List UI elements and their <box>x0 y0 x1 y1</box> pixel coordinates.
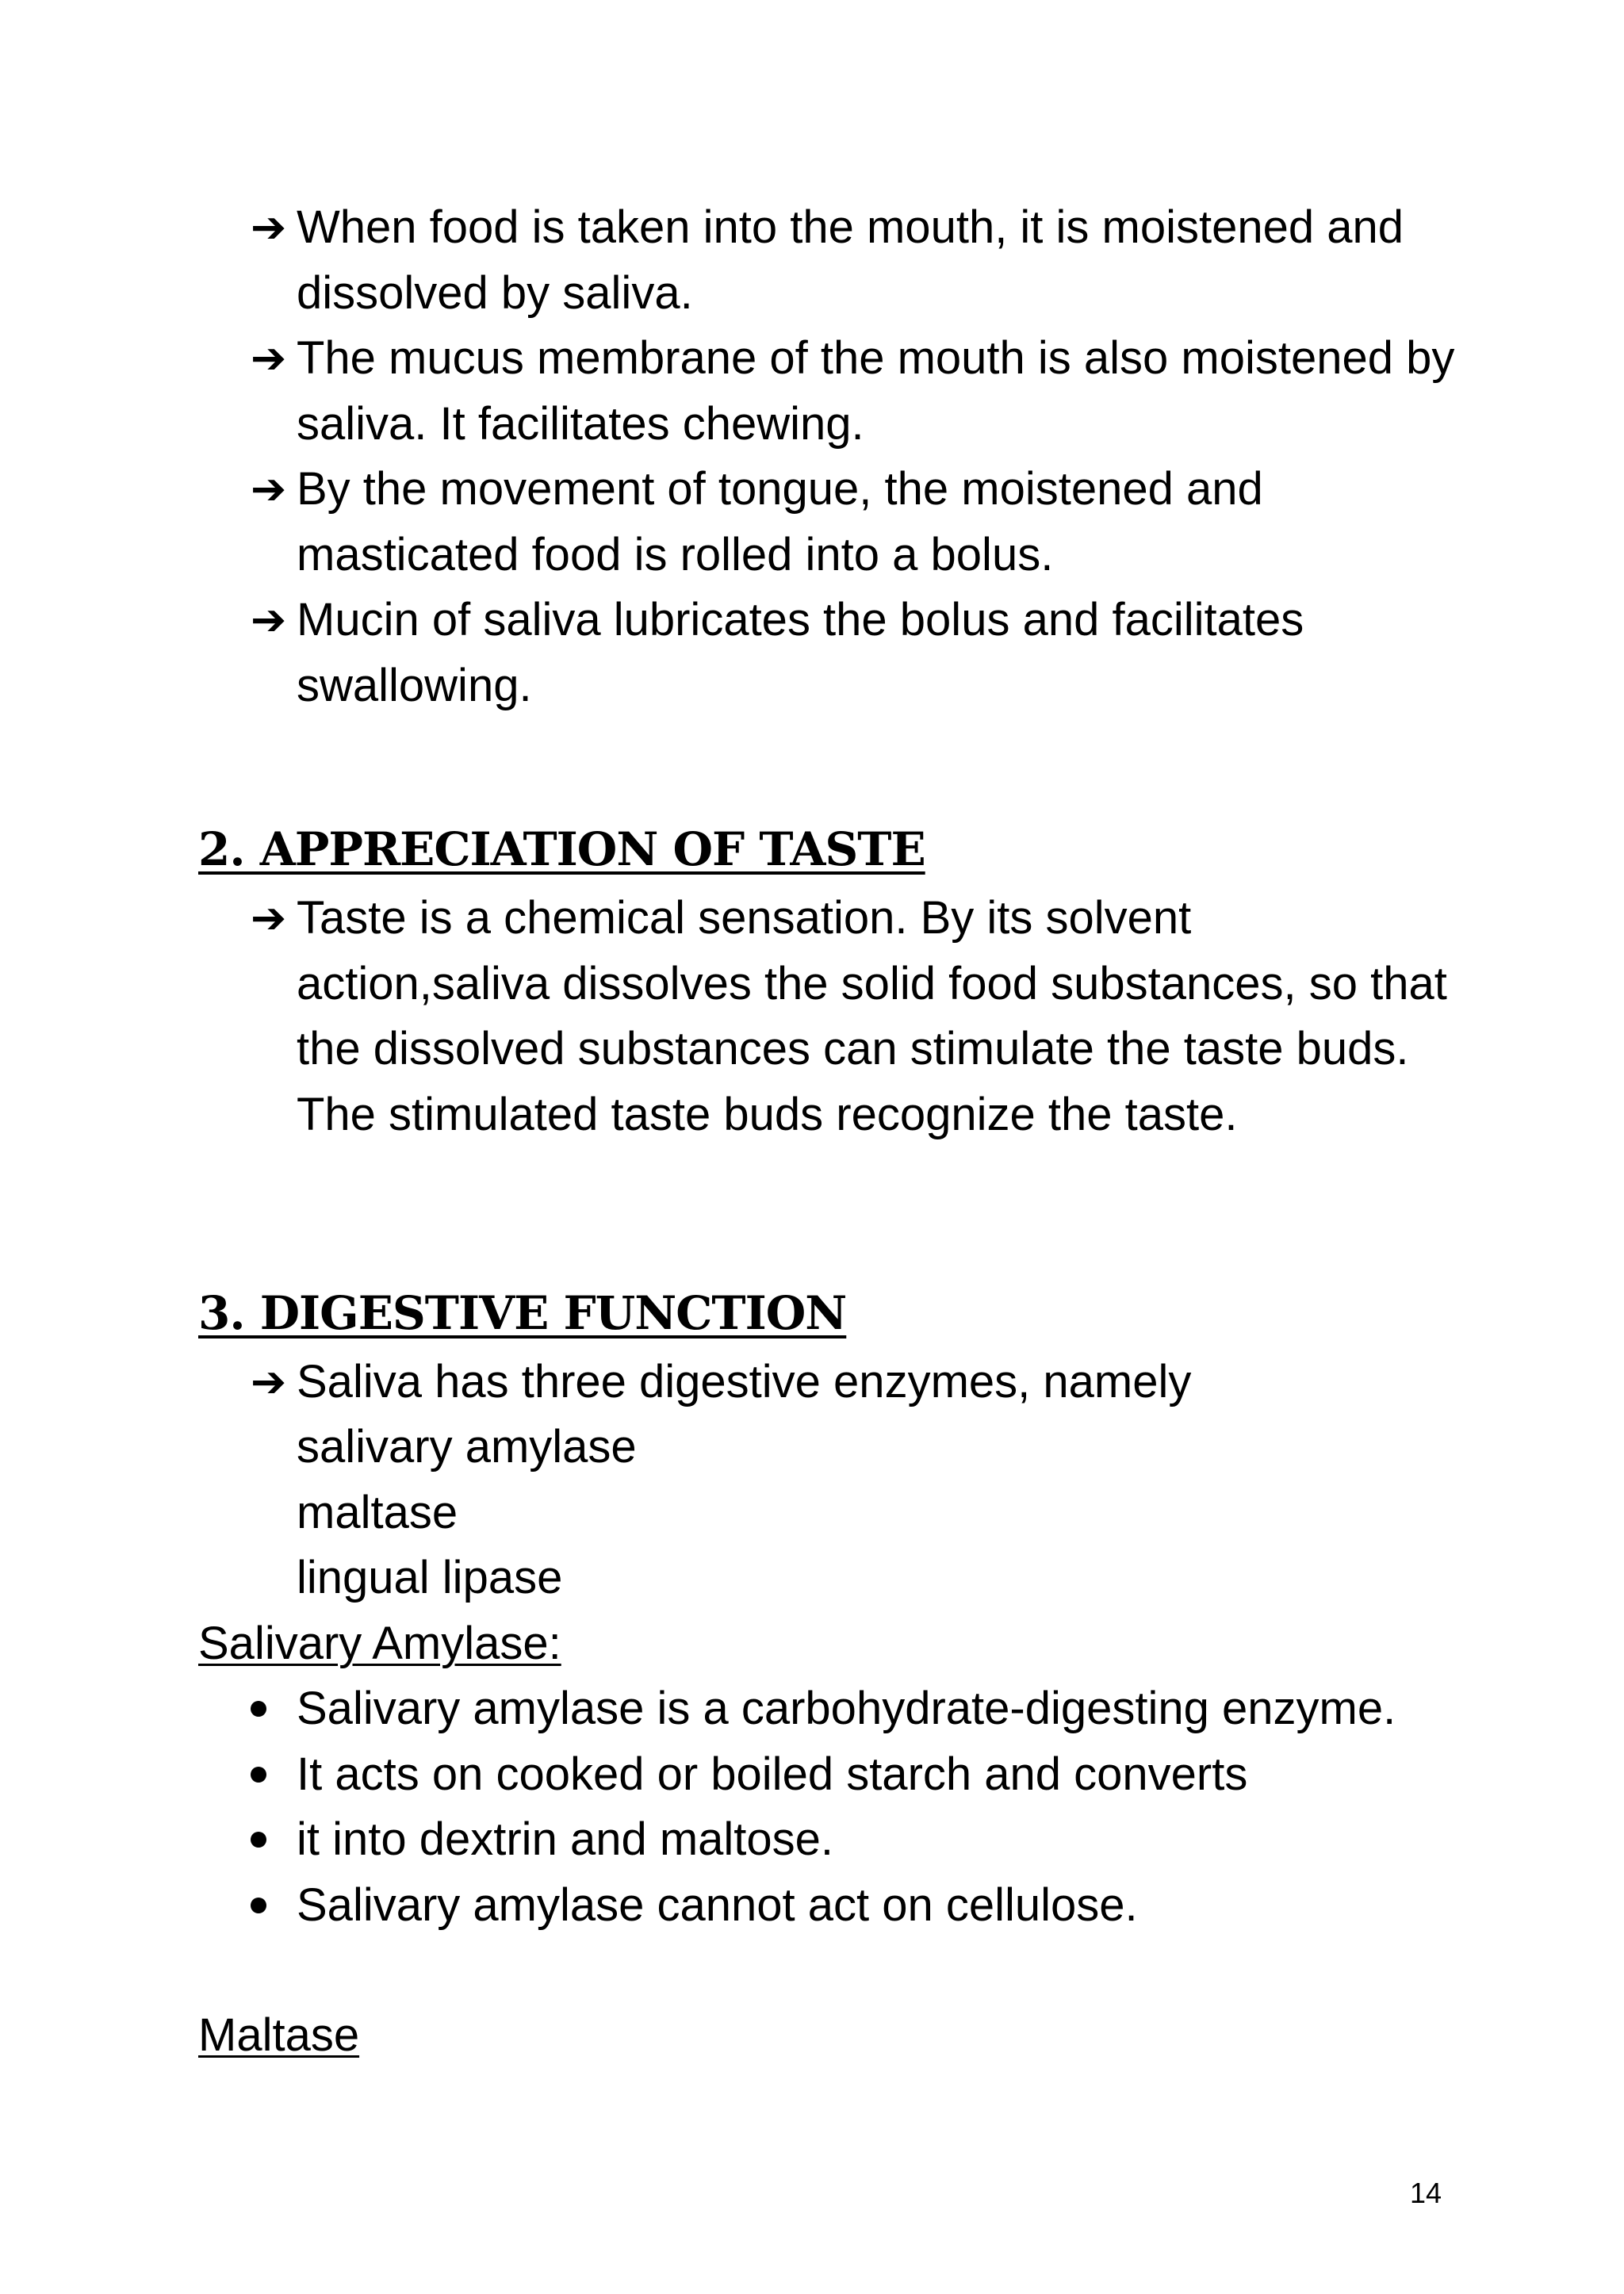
intro-point <box>251 588 1456 718</box>
taste-point-list <box>251 886 1456 1147</box>
page-number: 14 <box>1410 2177 1442 2209</box>
enzyme-name: salivary amylase <box>297 1421 637 1473</box>
enzyme-name: lingual lipase <box>297 1552 563 1603</box>
bullet-dot-icon <box>251 1832 266 1848</box>
intro-point-list <box>251 195 1456 718</box>
intro-point <box>251 326 1456 457</box>
enzyme-name: maltase <box>297 1487 458 1538</box>
salivary-amylase-point <box>251 1873 1456 1939</box>
digestive-section-heading: 3. DIGESTIVE FUNCTION <box>198 1286 847 1340</box>
intro-point-text: By the movement of tongue, the moistened and masticated food is rolled into a bolus. <box>297 463 1263 580</box>
salivary-amylase-point <box>251 1742 1456 1808</box>
intro-point-text: Mucin of saliva lubricates the bolus and facilitates swallowing. <box>297 594 1304 711</box>
bullet-dot-icon <box>251 1767 266 1783</box>
arrow-bullet-icon: ➔ <box>251 333 287 383</box>
salivary-amylase-point-text: Salivary amylase is a carbohydrate-digesting enzyme. <box>297 1683 1396 1734</box>
salivary-amylase-point-text: It acts on cooked or boiled starch and converts <box>297 1748 1248 1800</box>
salivary-amylase-list <box>251 1676 1456 1938</box>
digestive-point-text: Saliva has three digestive enzymes, namely <box>297 1356 1192 1407</box>
salivary-amylase-point <box>251 1676 1456 1742</box>
intro-point-text: The mucus membrane of the mouth is also moistened by saliva. It facilitates chewing. <box>297 332 1455 450</box>
salivary-amylase-point <box>251 1807 1456 1873</box>
taste-section-heading: 2. APPRECIATION OF TASTE <box>198 822 925 876</box>
intro-point <box>251 195 1456 326</box>
arrow-bullet-icon: ➔ <box>251 1357 287 1407</box>
salivary-amylase-point-text: Salivary amylase cannot act on cellulose. <box>297 1878 1138 1931</box>
arrow-bullet-icon: ➔ <box>251 202 287 252</box>
taste-point <box>251 886 1456 1147</box>
salivary-amylase-point-text: it into dextrin and maltose. <box>297 1813 834 1865</box>
intro-point-text: When food is taken into the mouth, it is moistened and dissolved by saliva. <box>297 201 1404 319</box>
salivary-amylase-heading: Salivary Amylase: <box>198 1618 561 1669</box>
bullet-dot-icon <box>251 1701 266 1717</box>
arrow-bullet-icon: ➔ <box>251 893 287 943</box>
arrow-bullet-icon: ➔ <box>251 595 287 645</box>
bullet-dot-icon <box>251 1898 266 1913</box>
maltase-heading: Maltase <box>198 2009 360 2061</box>
digestive-point-list <box>251 1350 1456 1415</box>
arrow-bullet-icon: ➔ <box>251 464 287 514</box>
intro-point <box>251 457 1456 588</box>
digestive-point <box>251 1350 1456 1415</box>
taste-point-text: Taste is a chemical sensation. By its solvent action,saliva dissolves the solid food substances, so that the dissolved substances can stimulate the taste buds. The stimulated taste buds recognize the taste. <box>297 892 1447 1140</box>
